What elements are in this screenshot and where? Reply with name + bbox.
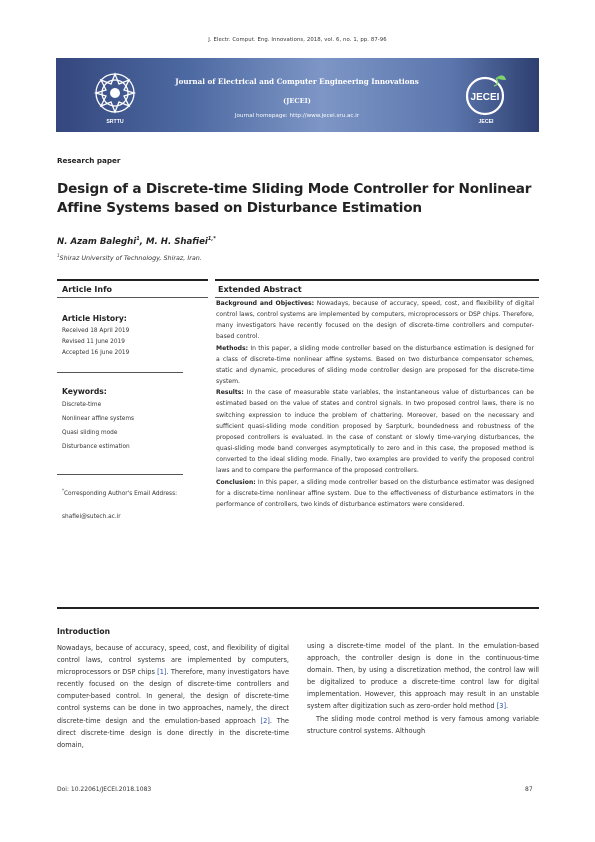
corresponding-email[interactable]: shafiei@sutech.ac.ir	[62, 514, 121, 520]
authors	[57, 236, 216, 247]
accepted-date: Accepted 16 June 2019	[62, 350, 130, 356]
info-head-rule-left	[57, 297, 208, 298]
info-divider-1	[57, 372, 183, 373]
journal-abbrev: (JECEI)	[283, 97, 311, 105]
keywords-heading: Keywords:	[62, 387, 107, 396]
introduction-paragraph: Nowadays, because of accuracy, speed, cost, and flexibility of digital control laws, control systems are implemented by computers, microprocessors or DSP chips [1]. Therefore, many investigators have recently focused on the design of discrete-time controllers and computer-based control. In general, the design of discrete-time control systems can be done in two approaches, namely, the direct discrete-time design and the emulation-based approach [2]. The direct discrete-time design is done directly in the discrete-time domain,	[57, 644, 290, 749]
revised-date: Revised 11 June 2019	[62, 339, 125, 345]
introduction-heading: Introduction	[57, 627, 111, 636]
extended-abstract-body	[216, 298, 534, 510]
affiliation-text: Shiraz University of Technology, Shiraz, Iran.	[59, 254, 202, 263]
affiliation	[57, 253, 202, 262]
introduction-left-column	[57, 642, 289, 751]
info-divider-2	[57, 474, 183, 475]
article-history-heading: Article History:	[62, 314, 127, 323]
introduction-paragraph: The sliding mode control method is very famous among variable structure control systems. Although	[307, 714, 539, 735]
jecei-logo-text: JECEI	[478, 119, 494, 125]
citation-link[interactable]: [1]	[157, 668, 167, 677]
abstract-background: Background and Objectives: Nowadays, because of accuracy, speed, cost, and flexibility of digital control laws, control systems are implemented by computers, microprocessors or DSP chips. Therefore, many investigators have recently focused on the design of discrete-time controllers and computer-based control.	[216, 300, 534, 341]
author-1-sup: 1	[136, 236, 140, 242]
citation-link[interactable]: [3]	[496, 702, 507, 711]
introduction-paragraph: using a discrete-time model of the plant. In the emulation-based approach, the controller design is done in the continuous-time domain. Then, by using a discretization method, the control law will be digitalized to produce a discrete-time control law for digital implementation. However, this approach may result in an unstable system after digitization such as zero-order hold method [3].	[307, 642, 539, 711]
keyword-item: Quasi sliding mode	[62, 430, 118, 436]
keyword-item: Nonlinear affine systems	[62, 416, 135, 422]
journal-title: Journal of Electrical and Computer Engineering Innovations	[175, 77, 419, 86]
received-date: Received 18 April 2019	[62, 328, 130, 334]
info-top-rule-left	[57, 279, 208, 281]
abstract-top-rule	[215, 279, 539, 281]
footer-doi: Doi: 10.22061/JECEI.2018.1083	[57, 786, 152, 793]
citation-link[interactable]: [2]	[260, 716, 270, 725]
abstract-methods: Methods: In this paper, a sliding mode controller based on the disturbance estimation is designed for a class of discrete-time nonlinear affine systems. Based on two disturbance compensator schemes, static and dynamic, procedures of sliding mode controller design are proposed for the discrete-time system.	[216, 344, 534, 386]
srttu-logo-text: SRTTU	[106, 119, 124, 125]
author-1: N. Azam Baleghi	[57, 236, 137, 247]
jecei-logo-mark: JECEI	[470, 92, 500, 103]
author-2-sup: 1,*	[207, 236, 216, 242]
info-bottom-rule	[57, 607, 539, 609]
author-2: M. H. Shafiei	[145, 236, 208, 247]
abstract-results: Results: In the case of measurable state variables, the instantaneous value of disturbances can be estimated based on the value of states and control signals. In two proposed control laws, there is no switching expression to induce the problem of chattering. Moreover, based on the necessary and sufficient quasi-sliding mode condition proposed by Sarpturk, boundedness and robustness of the proposed controllers is evaluated. In the case of constant or slowly time-varying disturbances, the quasi-sliding mode band converges asymptotically to zero and in this case, the proposed method is converted to the ideal sliding mode. Finally, two examples are provided to verify the proposed control laws and to compare the performance of the proposed controllers.	[216, 389, 534, 475]
article-info-heading: Article Info	[62, 285, 113, 294]
journal-banner	[56, 58, 539, 132]
keyword-item: Disturbance estimation	[62, 444, 130, 450]
page-number: 87	[525, 786, 533, 793]
results-label: Results:	[216, 389, 244, 397]
extended-abstract-heading: Extended Abstract	[218, 285, 302, 294]
jecei-logo-icon	[460, 70, 510, 118]
paper-type: Research paper	[57, 156, 121, 165]
affiliation-sup: 1	[57, 253, 60, 258]
methods-label: Methods:	[216, 344, 249, 352]
keyword-item: Discrete-time	[62, 402, 102, 408]
introduction-right-column	[307, 640, 539, 737]
conclusion-label: Conclusion:	[216, 478, 256, 486]
author-separator: ,	[139, 236, 146, 247]
abstract-conclusion: Conclusion: In this paper, a sliding mode controller based on the disturbance estimator was designed for a discrete-time nonlinear affine system. Due to the effectiveness of disturbance estimators in the performance of controllers, two kinds of disturbance estimators were considered.	[216, 478, 534, 508]
srttu-logo-icon	[93, 71, 137, 115]
background-label: Background and Objectives:	[216, 300, 315, 307]
running-head: J. Electr. Comput. Eng. Innovations, 2018, vol. 6, no. 1, pp. 87-96	[208, 37, 387, 43]
corresponding-sup: *	[62, 488, 64, 493]
corresponding-author-label: *Corresponding Author's Email Address:	[62, 488, 178, 497]
journal-homepage-link[interactable]: Journal homepage: http://www.jecei.sru.ac.ir	[234, 113, 360, 119]
paper-title: Design of a Discrete-time Sliding Mode Controller for Nonlinear Affine Systems based on Disturbance Estimation	[57, 181, 532, 216]
